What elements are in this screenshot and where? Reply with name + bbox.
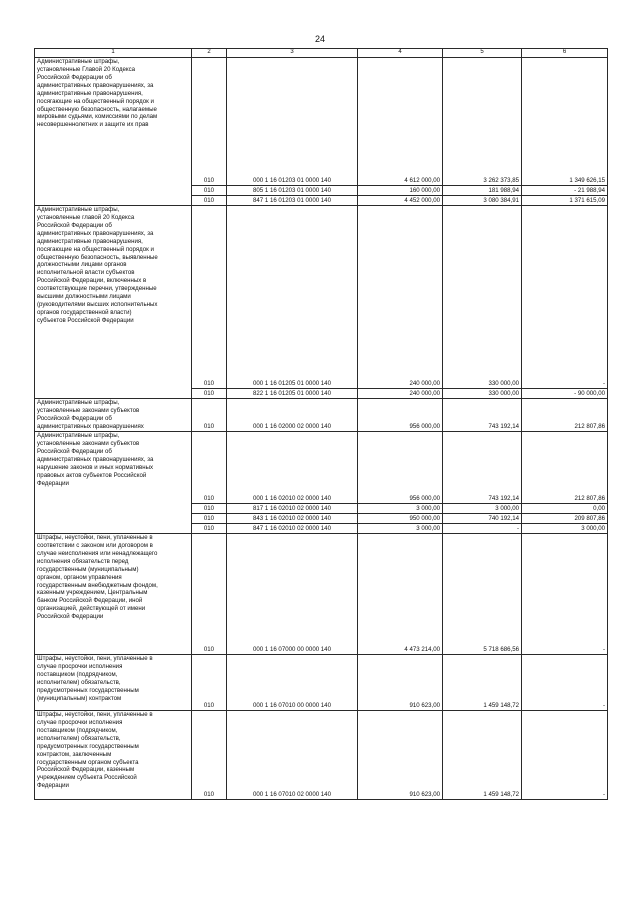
unexecuted-amount: -	[522, 711, 608, 800]
column-header: 5	[443, 49, 522, 58]
line-code: 010	[192, 711, 227, 800]
line-code: 010	[192, 58, 227, 186]
unexecuted-amount: 0,00	[522, 504, 608, 514]
unexecuted-amount: -	[522, 655, 608, 711]
row-label: Административные штрафы, установленные законами субъектов Российской Федерации об административных правонарушениях, за нарушение законов и иных нормативных правовых актов субъектов Российской Федерации	[35, 432, 192, 534]
row-label: Штрафы, неустойки, пени, уплаченные в случае просрочки исполнения поставщиком (подрядчиком, исполнителем) обязательств, предусмотренных государственным (муниципальным) контрактом	[35, 655, 192, 711]
approved-amount: 4 473 214,00	[358, 534, 443, 655]
executed-amount: 743 192,14	[443, 399, 522, 432]
budget-classification-code: 000 1 16 07000 00 0000 140	[227, 534, 358, 655]
line-code: 010	[192, 514, 227, 524]
approved-amount: 4 612 000,00	[358, 58, 443, 186]
row-label: Административные штрафы, установленные главой 20 Кодекса Российской Федерации об административных правонарушениях, за административные правонарушения, посягающие на общественный порядок и общественную безопасность, выявленные должностными лицами органов исполнительной власти субъектов Российской Федерации, включенных в соответствующие перечни, утвержденные высшими должностными лицами (руководителями высших исполнительных органов государственной власти) субъектов Российской Федерации	[35, 206, 192, 399]
row-label: Административные штрафы, установленные законами субъектов Российской Федерации об административных правонарушениях	[35, 399, 192, 432]
approved-amount: 956 000,00	[358, 399, 443, 432]
page-number: 24	[314, 34, 325, 44]
approved-amount: 240 000,00	[358, 206, 443, 389]
unexecuted-amount: - 21 988,94	[522, 186, 608, 196]
executed-amount: 330 000,00	[443, 389, 522, 399]
table-row	[35, 399, 608, 432]
column-header: 6	[522, 49, 608, 58]
budget-classification-code: 000 1 16 01205 01 0000 140	[227, 206, 358, 389]
line-code: 010	[192, 534, 227, 655]
table-row	[35, 432, 608, 504]
column-header: 3	[227, 49, 358, 58]
unexecuted-amount: -	[522, 206, 608, 389]
executed-amount: -	[443, 524, 522, 534]
line-code: 010	[192, 524, 227, 534]
budget-classification-code: 847 1 16 01203 01 0000 140	[227, 196, 358, 206]
approved-amount: 910 623,00	[358, 655, 443, 711]
unexecuted-amount: 1 349 626,15	[522, 58, 608, 186]
budget-classification-code: 000 1 16 07010 02 0000 140	[227, 711, 358, 800]
executed-amount: 1 459 148,72	[443, 711, 522, 800]
approved-amount: 3 000,00	[358, 524, 443, 534]
row-label: Административные штрафы, установленные Главой 20 Кодекса Российской Федерации об административных правонарушениях, за административные правонарушения, посягающие на общественный порядок и общественную безопасность, налагаемые мировыми судьями, комиссиями по делам несовершеннолетних и защите их прав	[35, 58, 192, 206]
unexecuted-amount: 1 371 615,09	[522, 196, 608, 206]
line-code: 010	[192, 432, 227, 504]
executed-amount: 3 000,00	[443, 504, 522, 514]
table-row	[35, 58, 608, 186]
table-row	[35, 534, 608, 655]
approved-amount: 950 000,00	[358, 514, 443, 524]
line-code: 010	[192, 196, 227, 206]
executed-amount: 181 988,94	[443, 186, 522, 196]
approved-amount: 910 623,00	[358, 711, 443, 800]
line-code: 010	[192, 655, 227, 711]
budget-classification-code: 000 1 16 07010 00 0000 140	[227, 655, 358, 711]
budget-classification-code: 843 1 16 02010 02 0000 140	[227, 514, 358, 524]
unexecuted-amount: - 90 000,00	[522, 389, 608, 399]
column-number-row	[35, 49, 608, 58]
row-label: Штрафы, неустойки, пени, уплаченные в случае просрочки исполнения поставщиком (подрядчиком, исполнителем) обязательств, предусмотренных государственным контрактом, заключенным государственным органом субъекта Российской Федерации, казенным учреждением субъекта Российской Федерации	[35, 711, 192, 800]
line-code: 010	[192, 504, 227, 514]
approved-amount: 956 000,00	[358, 432, 443, 504]
approved-amount: 4 452 000,00	[358, 196, 443, 206]
executed-amount: 3 262 373,85	[443, 58, 522, 186]
executed-amount: 5 718 686,56	[443, 534, 522, 655]
budget-classification-code: 847 1 16 02010 02 0000 140	[227, 524, 358, 534]
approved-amount: 240 000,00	[358, 389, 443, 399]
line-code: 010	[192, 399, 227, 432]
unexecuted-amount: 212 807,86	[522, 399, 608, 432]
unexecuted-amount: 212 807,86	[522, 432, 608, 504]
budget-classification-code: 822 1 16 01205 01 0000 140	[227, 389, 358, 399]
approved-amount: 160 000,00	[358, 186, 443, 196]
unexecuted-amount: 3 000,00	[522, 524, 608, 534]
budget-classification-code: 000 1 16 02010 02 0000 140	[227, 432, 358, 504]
column-header: 1	[35, 49, 192, 58]
budget-classification-code: 000 1 16 01203 01 0000 140	[227, 58, 358, 186]
table-row	[35, 711, 608, 800]
line-code: 010	[192, 186, 227, 196]
executed-amount: 3 080 384,91	[443, 196, 522, 206]
table-row	[35, 206, 608, 389]
line-code: 010	[192, 389, 227, 399]
executed-amount: 743 192,14	[443, 432, 522, 504]
executed-amount: 330 000,00	[443, 206, 522, 389]
budget-classification-code: 805 1 16 01203 01 0000 140	[227, 186, 358, 196]
executed-amount: 740 192,14	[443, 514, 522, 524]
budget-classification-code: 817 1 16 02010 02 0000 140	[227, 504, 358, 514]
column-header: 4	[358, 49, 443, 58]
row-label: Штрафы, неустойки, пени, уплаченные в соответствии с законом или договором в случае неисполнения или ненадлежащего исполнения обязательств перед государственным (муниципальным) органом, органом управления государственным внебюджетным фондом, казенным учреждением, Центральным банком Российской Федерации, иной организацией, действующей от имени Российской Федерации	[35, 534, 192, 655]
executed-amount: 1 459 148,72	[443, 655, 522, 711]
column-header: 2	[192, 49, 227, 58]
approved-amount: 3 000,00	[358, 504, 443, 514]
unexecuted-amount: 209 807,86	[522, 514, 608, 524]
line-code: 010	[192, 206, 227, 389]
unexecuted-amount: -	[522, 534, 608, 655]
budget-classification-code: 000 1 16 02000 02 0000 140	[227, 399, 358, 432]
income-report-table	[34, 48, 608, 800]
table-row	[35, 655, 608, 711]
